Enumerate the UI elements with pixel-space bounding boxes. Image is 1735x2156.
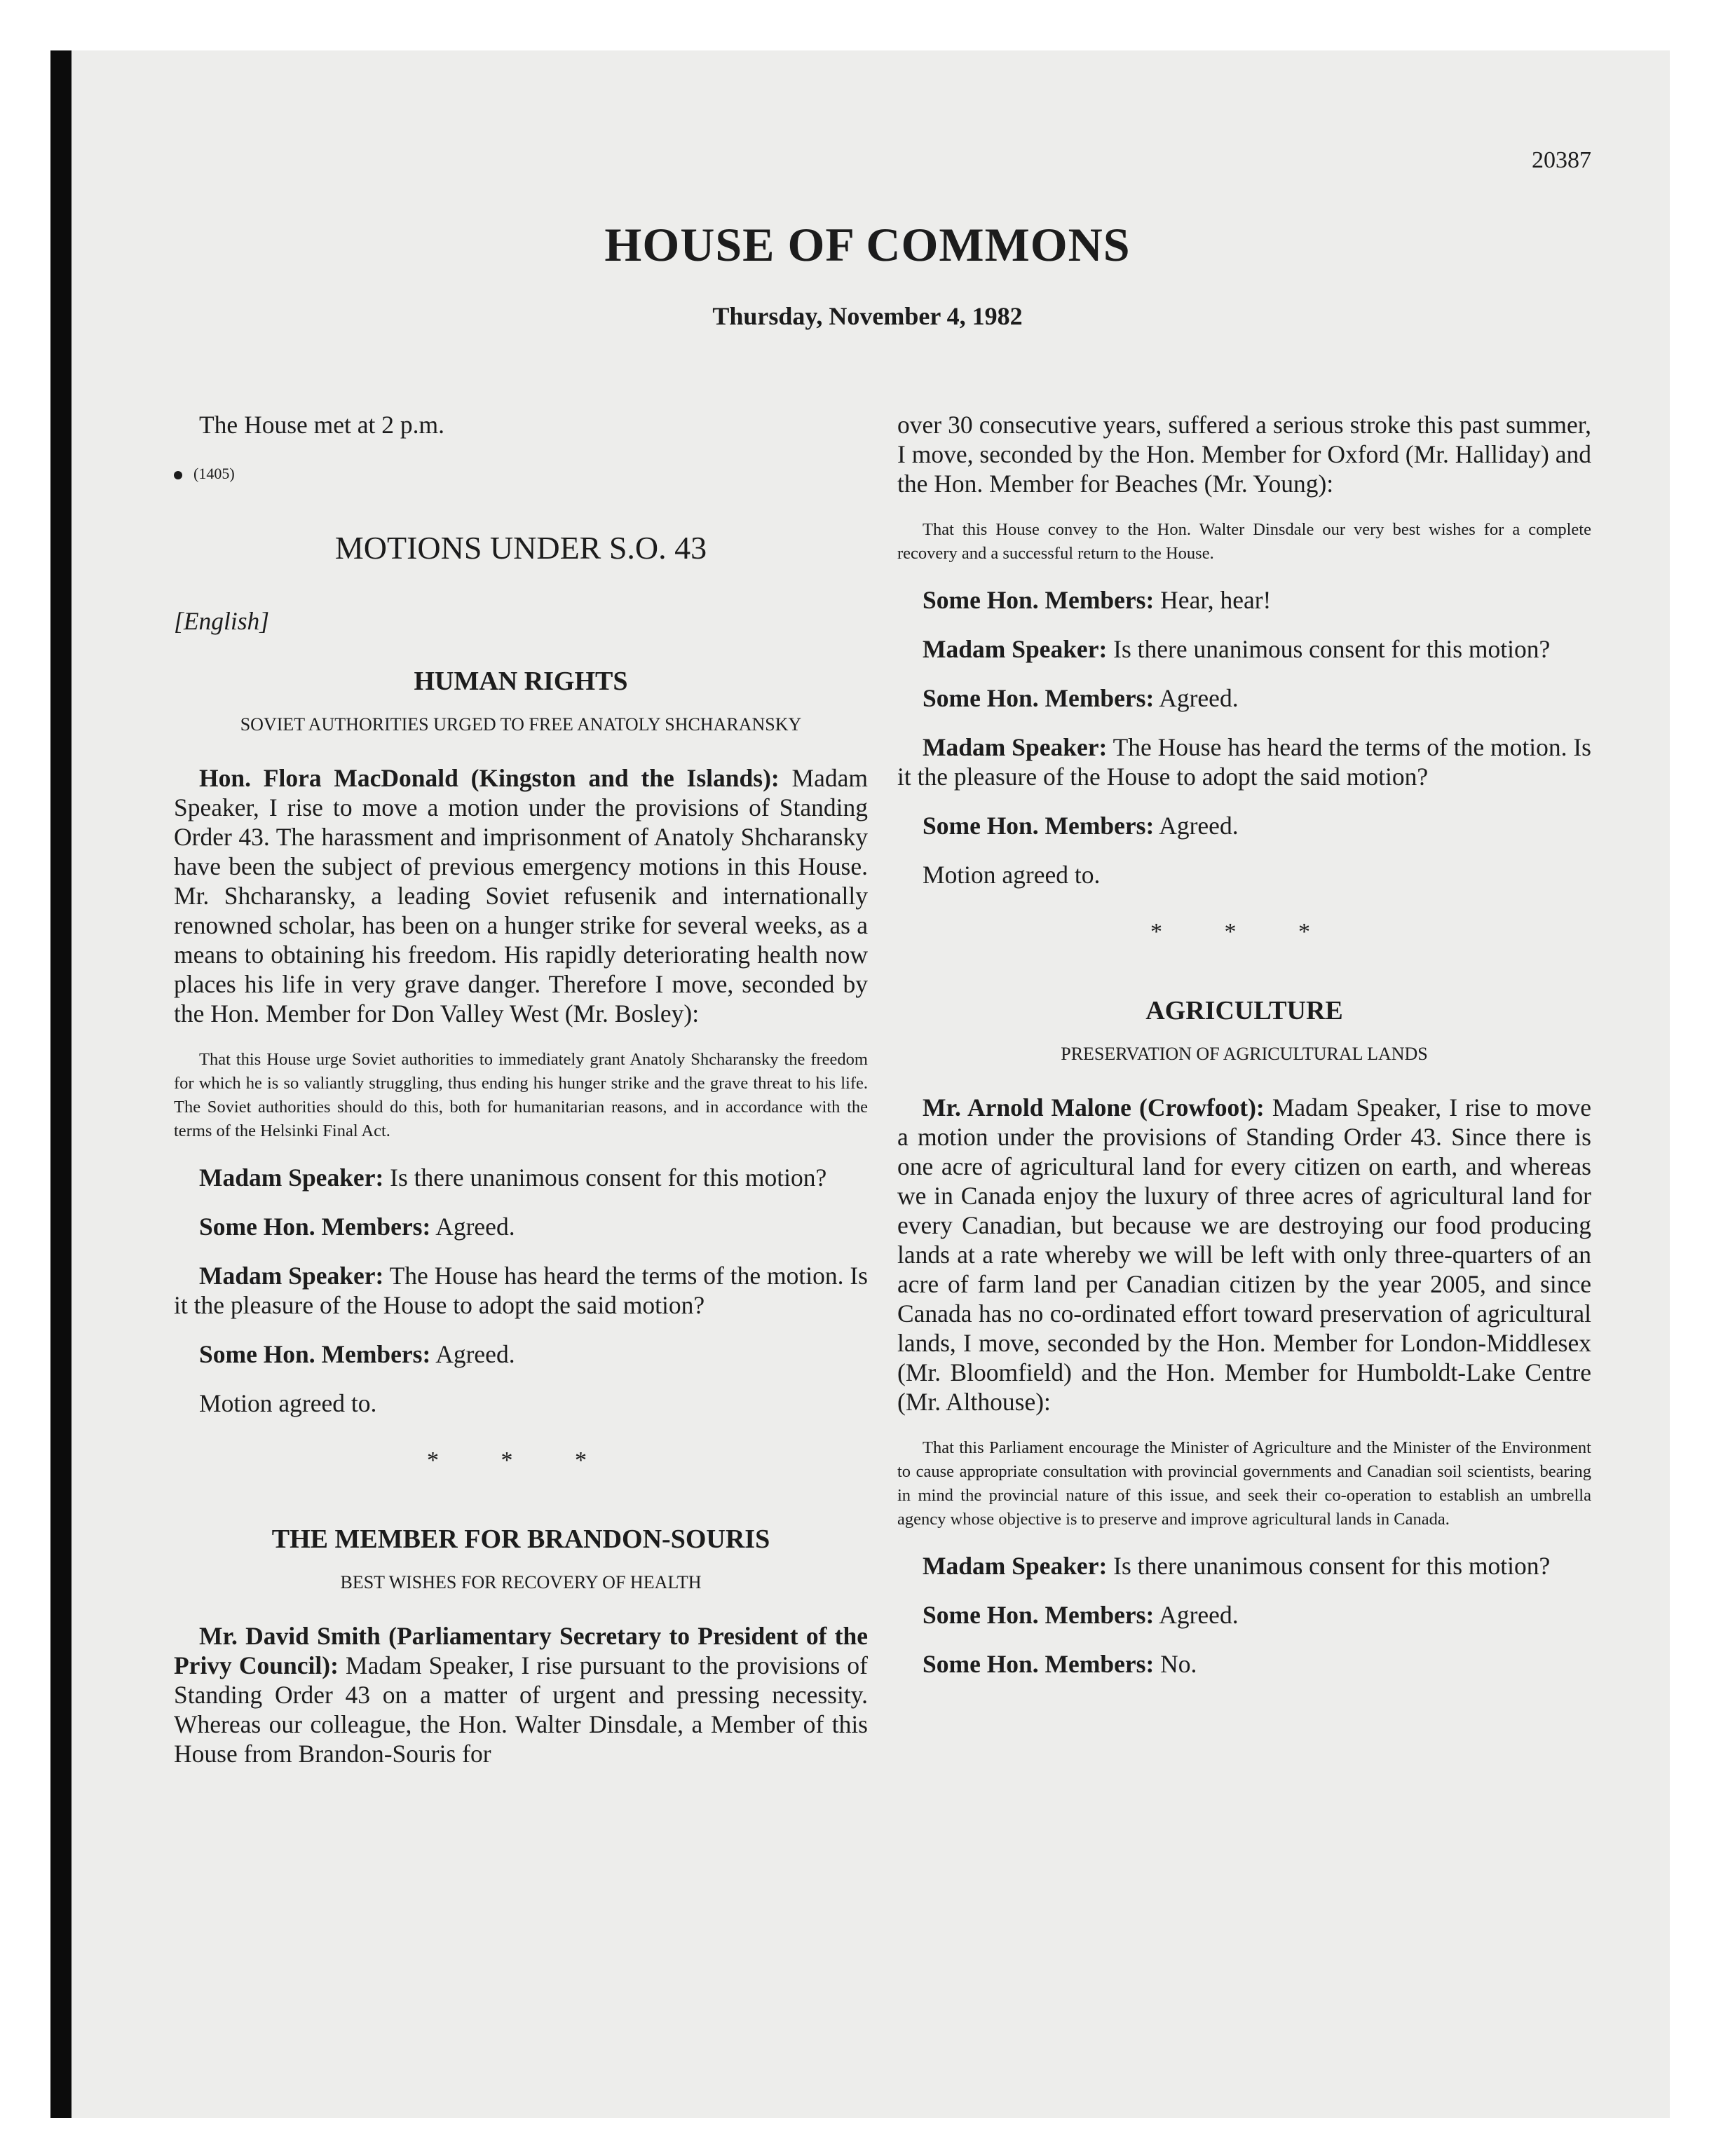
speech-line — [897, 1551, 1591, 1581]
speech-text: Agreed. — [435, 1213, 515, 1241]
speech-text: Madam Speaker, I rise to move a motion under the provisions of Standing Order 43. The harassment and imprisonment of Anatoly Shcharansky have been the subject of previous emergency motions in this House. Mr. Shcharansky, a leading Soviet refusenik and internationally renowned scholar, has been on a hunger strike for several weeks, as a means to obtaining his freedom. His rapidly deteriorating health now places his life in very grave danger. Therefore I move, seconded by the Hon. Member for Don Valley West (Mr. Bosley): — [174, 764, 868, 1028]
speaker-name: Some Hon. Members: — [923, 1601, 1155, 1629]
speech-text: The House has heard the terms of the motion. Is it the pleasure of the House to adopt the said motion? — [174, 1262, 868, 1319]
speech-line — [897, 585, 1591, 615]
speaker-name: Madam Speaker: — [923, 733, 1108, 761]
speech-text: Madam Speaker, I rise to move a motion under the provisions of Standing Order 43. Since there is one acre of agricultural land for every citizen on earth, and whereas we in Canada enjoy the luxury of three acres of agricultural land for every Canadian, but because we are destroying our food producing lands at a rate whereby we will be left with only three-quarters of an acre of farm land per Canadian citizen by the year 2005, and since Canada has no co-ordinated effort toward preservation of agricultural lands, I move, seconded by the Hon. Member for London-Middlesex (Mr. Bloomfield) and the Hon. Member for Humboldt-Lake Centre (Mr. Althouse): — [897, 1093, 1591, 1416]
heading-agriculture: AGRICULTURE — [1145, 996, 1343, 1025]
motion-agreed: Motion agreed to. — [199, 1389, 377, 1417]
speech-text: Hear, hear! — [1160, 586, 1272, 614]
timestamp — [174, 459, 868, 489]
scan-spine-edge — [50, 50, 72, 2118]
speaker-name: Some Hon. Members: — [199, 1340, 431, 1368]
motion-text-agriculture: That this Parliament encourage the Minister of Agriculture and the Minister of the Environment to cause appropriate consultation with provincial governments and Canadian soil scientists, bearing in mind the provincial nature of this issue, and seek their co-operation to establish an umbrella agency whose objective is to preserve and improve agricultural lands in Canada. — [897, 1438, 1591, 1529]
motion-agreed: Motion agreed to. — [923, 861, 1101, 889]
speech-text: Agreed. — [1159, 1601, 1239, 1629]
motion-text-dinsdale: That this House convey to the Hon. Walter Dinsdale our very best wishes for a complete recovery and a successful return to the House. — [897, 520, 1591, 563]
speech-line — [897, 811, 1591, 840]
motion-text-shcharansky: That this House urge Soviet authorities to immediately grant Anatoly Shcharansky the freedom for which he is so valiantly struggling, thus ending his hunger strike and the grave threat to his life. The Soviet authorities should do this, both for humanitarian reasons, and in accordance with the terms of the Helsinki Final Act. — [174, 1050, 868, 1140]
speaker-name: Mr. Arnold Malone (Crowfoot): — [923, 1093, 1265, 1121]
speaker-name: Madam Speaker: — [199, 1164, 384, 1192]
speech-text: No. — [1160, 1650, 1197, 1678]
speech-text: Is there unanimous consent for this motion? — [1113, 1552, 1551, 1580]
language-marker: [English] — [174, 607, 270, 635]
speech-text: Is there unanimous consent for this motion? — [390, 1164, 827, 1192]
speech-line — [897, 1600, 1591, 1630]
speech-text: Madam Speaker, I rise pursuant to the provisions of Standing Order 43 on a matter of urgent and pressing necessity. Whereas our colleague, the Hon. Walter Dinsdale, a Member of this House from Brandon-Souris for — [174, 1651, 868, 1768]
speech-text: Agreed. — [435, 1340, 515, 1368]
speech-text: Agreed. — [1159, 684, 1239, 712]
speaker-name: Mr. David Smith (Parliamentary Secretary to President of the Privy Council): — [174, 1622, 868, 1679]
speech-line — [174, 1163, 868, 1192]
speech-text: Agreed. — [1159, 812, 1239, 840]
house-met-line: The House met at 2 p.m. — [199, 411, 444, 439]
speaker-name: Madam Speaker: — [923, 1552, 1108, 1580]
speech-malone — [897, 1093, 1591, 1417]
speech-line — [174, 1339, 868, 1369]
speaker-name: Some Hon. Members: — [199, 1213, 431, 1241]
subheading-shcharansky: SOVIET AUTHORITIES URGED TO FREE ANATOLY SHCHARANSKY — [240, 714, 802, 735]
speech-line — [897, 634, 1591, 664]
speech-continuation: over 30 consecutive years, suffered a serious stroke this past summer, I move, seconded by the Hon. Member for Oxford (Mr. Halliday) and the Hon. Member for Beaches (Mr. Young): — [897, 411, 1591, 498]
speech-text: The House has heard the terms of the motion. Is it the pleasure of the House to adopt the said motion? — [897, 733, 1591, 791]
speech-line — [174, 1261, 868, 1320]
speech-smith — [174, 1621, 868, 1768]
bullet-icon — [174, 471, 182, 479]
right-column — [897, 410, 1591, 1698]
page-number: 20387 — [1532, 147, 1591, 173]
section-separator: * * * — [427, 1447, 615, 1473]
subheading-agricultural-lands: PRESERVATION OF AGRICULTURAL LANDS — [1061, 1044, 1428, 1064]
page-title: HOUSE OF COMMONS — [604, 218, 1131, 271]
speech-text: Is there unanimous consent for this motion? — [1113, 635, 1551, 663]
speech-macdonald — [174, 763, 868, 1028]
speaker-name: Some Hon. Members: — [923, 684, 1155, 712]
timestamp-text: (1405) — [193, 465, 235, 482]
speech-line — [897, 1649, 1591, 1679]
left-column — [174, 410, 868, 1788]
speaker-name: Hon. Flora MacDonald (Kingston and the Islands): — [199, 764, 780, 792]
speaker-name: Madam Speaker: — [199, 1262, 384, 1290]
speaker-name: Some Hon. Members: — [923, 586, 1155, 614]
heading-human-rights: HUMAN RIGHTS — [414, 667, 628, 696]
speech-line — [174, 1212, 868, 1241]
speaker-name: Some Hon. Members: — [923, 812, 1155, 840]
section-separator: * * * — [1150, 919, 1338, 945]
heading-brandon-souris: THE MEMBER FOR BRANDON-SOURIS — [271, 1524, 770, 1554]
speaker-name: Some Hon. Members: — [923, 1650, 1155, 1678]
sitting-date: Thursday, November 4, 1982 — [712, 302, 1023, 330]
speech-line — [897, 683, 1591, 713]
speech-line — [897, 732, 1591, 791]
section-heading: MOTIONS UNDER S.O. 43 — [334, 530, 707, 566]
subheading-best-wishes: BEST WISHES FOR RECOVERY OF HEALTH — [340, 1572, 702, 1592]
speaker-name: Madam Speaker: — [923, 635, 1108, 663]
